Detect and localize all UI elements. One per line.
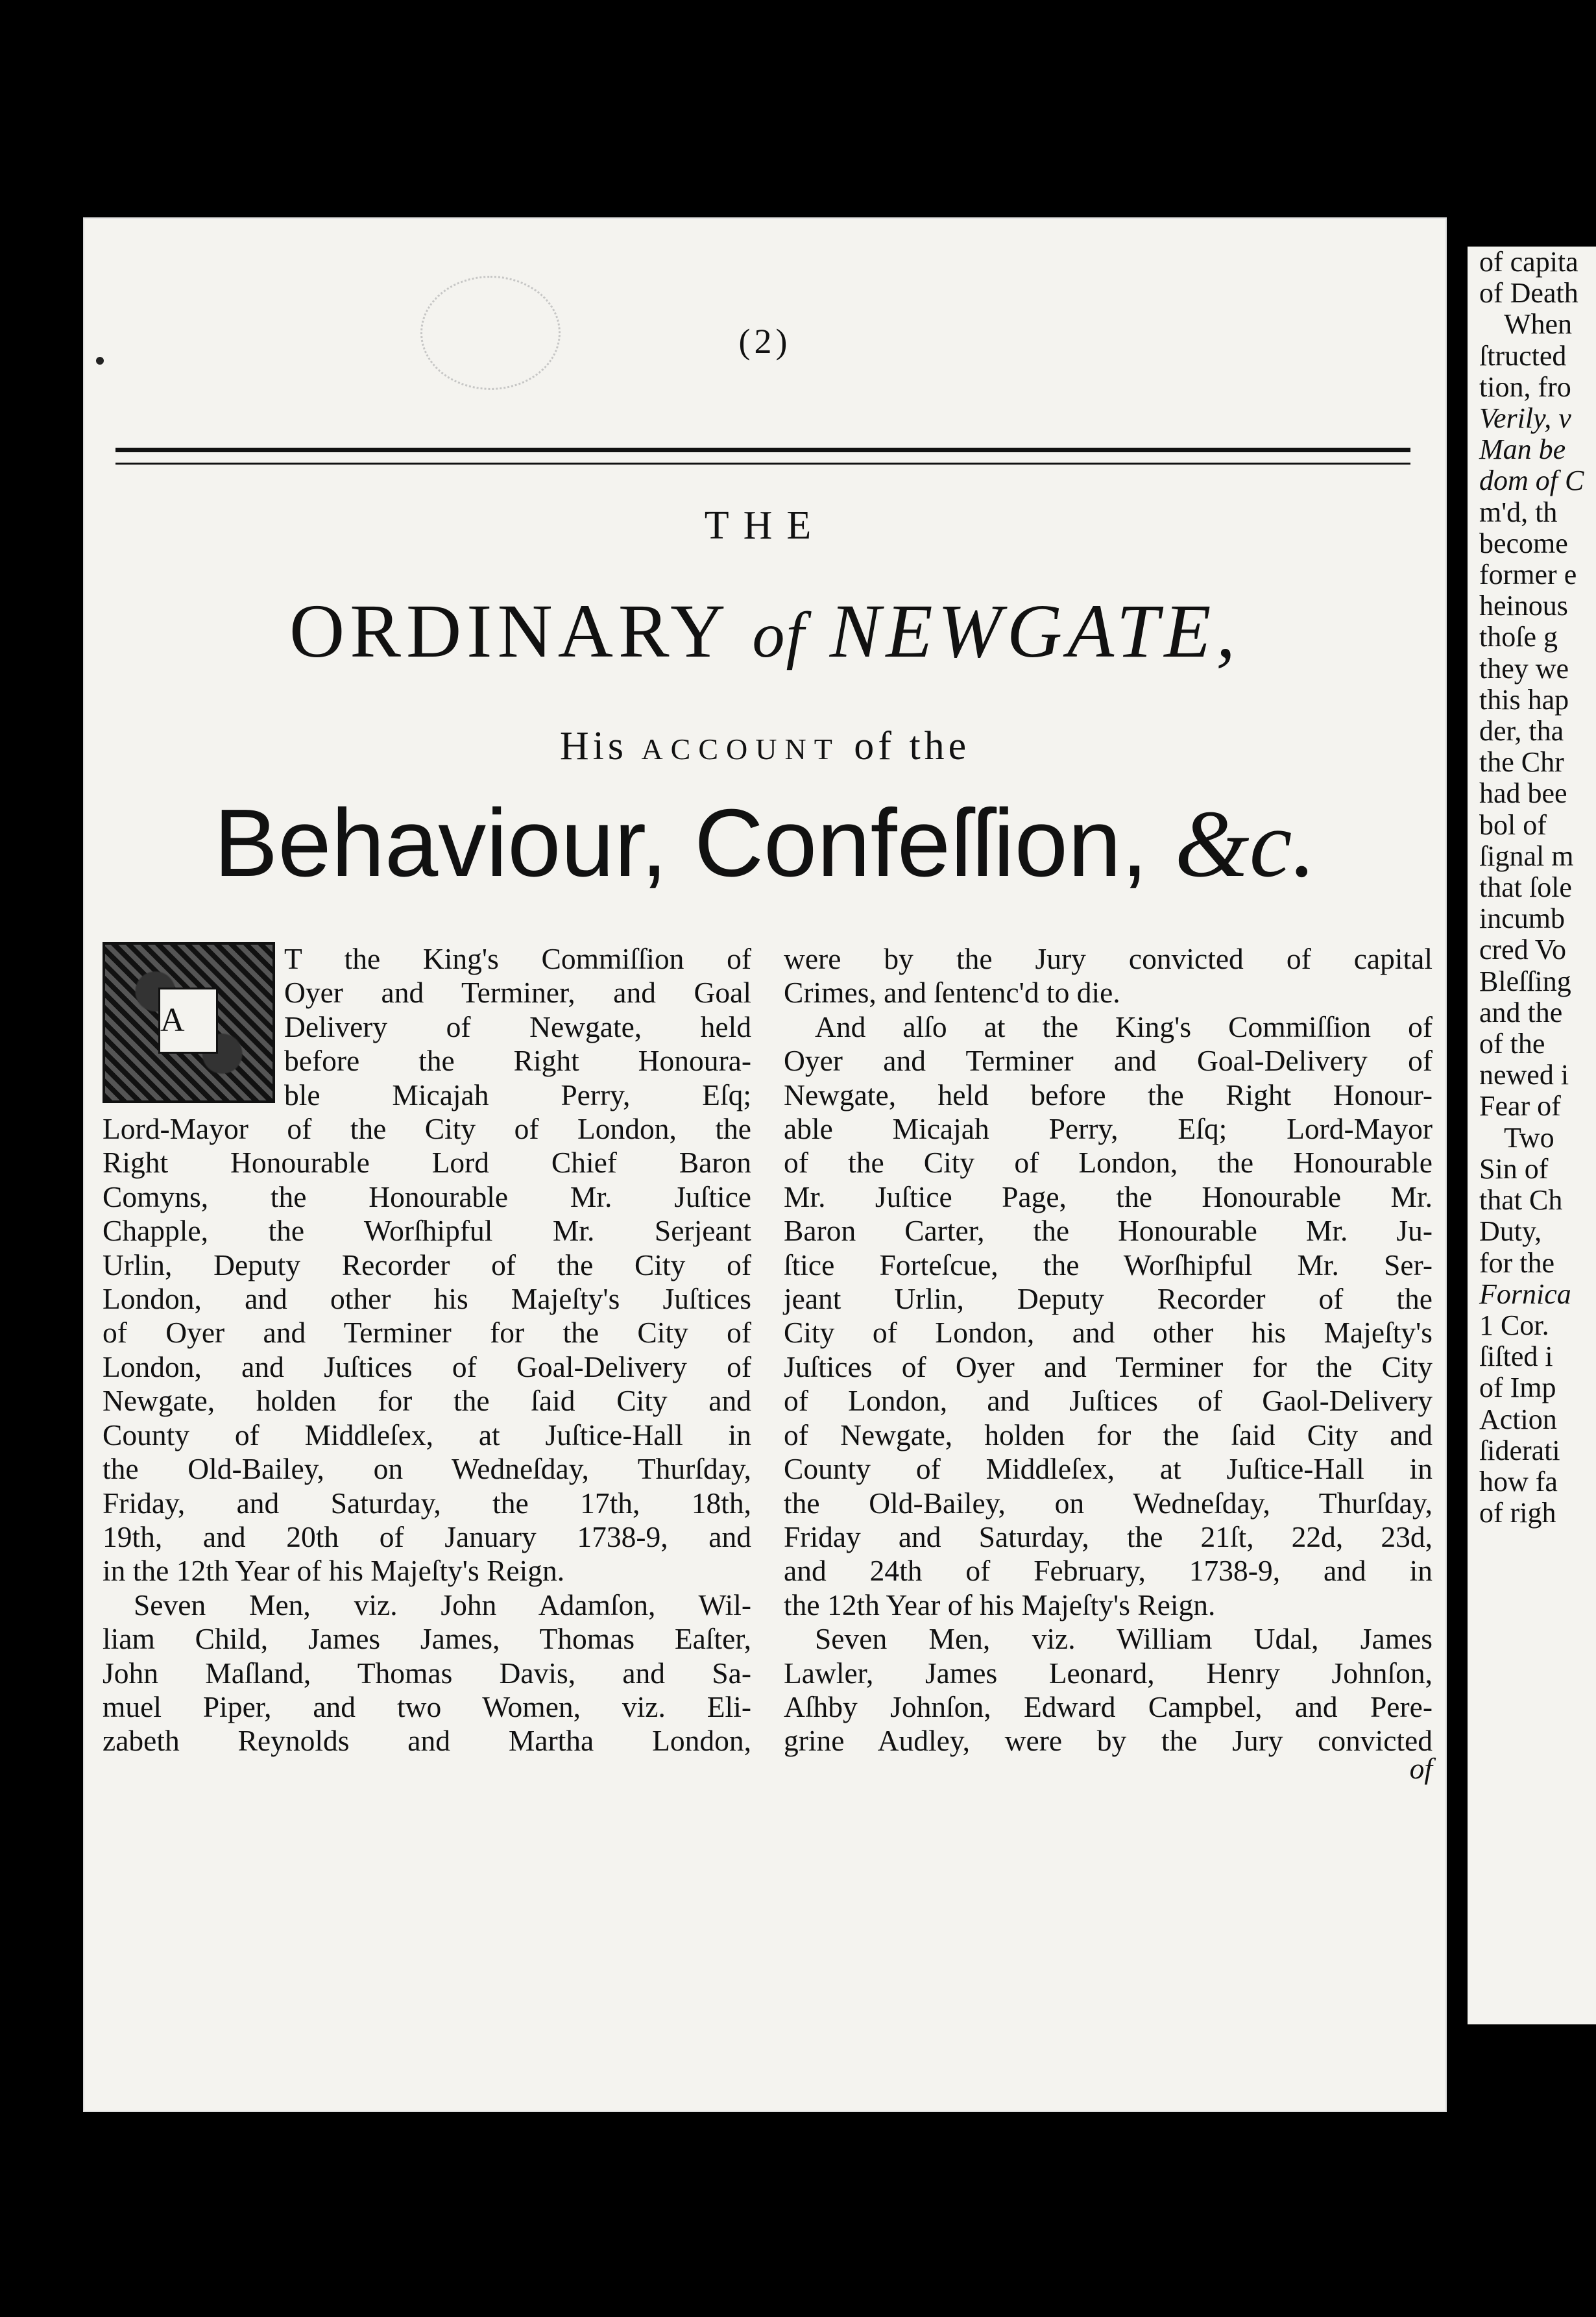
adjacent-page-line: der, tha [1479, 715, 1564, 747]
adjacent-page-line: ſiderati [1479, 1434, 1560, 1466]
adjacent-page-line: Action [1479, 1403, 1557, 1435]
left-column-line: Newgate, holden for the ſaid City and [103, 1384, 751, 1418]
behaviour-heading [83, 788, 1447, 899]
left-column-line: the Old-Bailey, on Wedneſday, Thurſday, [103, 1452, 751, 1486]
page-number: (2) [738, 322, 792, 361]
right-column-line: grine Audley, were by the Jury convicted [784, 1724, 1433, 1758]
adjacent-page-line: ſignal m [1479, 840, 1574, 872]
right-column-line: and 24th of February, 1738-9, and in [784, 1554, 1433, 1588]
behaviour-text: Behaviour, Confeſſion, [213, 790, 1148, 897]
header-rule-thin [115, 463, 1410, 465]
catchword: of [1409, 1751, 1433, 1785]
adjacent-page-line: Sin of [1479, 1152, 1549, 1185]
adjacent-page-line: newed i [1479, 1059, 1569, 1091]
main-title [83, 587, 1447, 675]
left-column [103, 942, 751, 1758]
right-column-line: of the City of London, the Honourable [784, 1146, 1433, 1180]
adjacent-page-line: heinous [1479, 590, 1568, 622]
adjacent-page-line: thoſe g [1479, 621, 1558, 653]
right-column-line: of London, and Juſtices of Gaol-Delivery [784, 1384, 1433, 1418]
adjacent-page-line: the Chr [1479, 746, 1564, 779]
adjacent-page-line: Two [1504, 1121, 1554, 1154]
adjacent-page-line: how fa [1479, 1465, 1558, 1498]
right-column-line: were by the Jury convicted of capital [784, 942, 1433, 975]
title-of: of [752, 599, 806, 671]
right-column-line: Lawler, James Leonard, Henry Johnſon, [784, 1656, 1433, 1690]
adjacent-page-line: tion, fro [1479, 370, 1571, 403]
adjacent-page-fragment [1468, 247, 1596, 2024]
right-column-line: jeant Urlin, Deputy Recorder of the [784, 1282, 1433, 1316]
adjacent-page-line: Fear of [1479, 1090, 1561, 1122]
right-column-line: Oyer and Terminer and Goal-Delivery of [784, 1044, 1433, 1078]
right-column-line: Aſhby Johnſon, Edward Campbel, and Pere- [784, 1690, 1433, 1723]
right-column-line: Baron Carter, the Honourable Mr. Ju- [784, 1214, 1433, 1248]
adjacent-page-line: of righ [1479, 1497, 1556, 1529]
right-column-line: Newgate, held before the Right Honour- [784, 1078, 1433, 1111]
adjacent-page-line: and the [1479, 996, 1563, 1028]
right-column-line: Seven Men, viz. William Udal, James [815, 1622, 1433, 1656]
adjacent-page-line: Bleſſing [1479, 965, 1571, 997]
left-column-line: zabeth Reynolds and Martha London, [103, 1724, 751, 1758]
left-column-line: Delivery of Newgate, held [284, 1010, 751, 1043]
right-column-line: the 12th Year of his Majeſty's Reign. [784, 1588, 1216, 1621]
right-column-line: Juſtices of Oyer and Terminer for the City [784, 1350, 1433, 1383]
adjacent-page-line: incumb [1479, 903, 1565, 935]
adjacent-page-line: had bee [1479, 777, 1567, 810]
adjacent-page-line: bol of [1479, 808, 1547, 841]
title-the: THE [704, 503, 826, 548]
adjacent-page-line: 1 Cor. [1479, 1309, 1549, 1341]
left-column-line: Seven Men, viz. John Adamſon, Wil- [134, 1588, 751, 1621]
right-column-line: Mr. Juſtice Page, the Honourable Mr. [784, 1180, 1433, 1213]
left-column-line: London, and Juſtices of Goal-Delivery of [103, 1350, 751, 1383]
left-column-line: County of Middleſex, at Juſtice-Hall in [103, 1418, 751, 1451]
dropcap-letter: A [158, 988, 218, 1054]
ornamental-dropcap [103, 942, 275, 1103]
left-column-line: in the 12th Year of his Majeſty's Reign. [103, 1554, 565, 1588]
adjacent-page-line: Man be [1479, 433, 1566, 466]
title-newgate: NEWGATE, [829, 588, 1240, 673]
left-column-line: Urlin, Deputy Recorder of the City of [103, 1248, 751, 1281]
adjacent-page-line: of the [1479, 1028, 1545, 1060]
right-column-line: of Newgate, holden for the ſaid City and [784, 1418, 1433, 1451]
left-column-line: ble Micajah Perry, Eſq; [284, 1078, 751, 1111]
header-rule-thick [115, 448, 1410, 452]
subtitle [83, 723, 1447, 770]
left-column-line: Comyns, the Honourable Mr. Juſtice [103, 1180, 751, 1213]
left-column-line: Oyer and Terminer, and Goal [284, 976, 751, 1010]
subtitle-account: ACCOUNT [641, 733, 840, 766]
right-column-line: able Micajah Perry, Eſq; Lord-Mayor [784, 1112, 1433, 1146]
right-column-line: Crimes, and ſentenc'd to die. [784, 976, 1120, 1010]
left-column-line: Chapple, the Worſhipful Mr. Serjeant [103, 1214, 751, 1248]
left-column-line: London, and other his Majeſty's Juſtices [103, 1282, 751, 1316]
adjacent-page-line: Duty, [1479, 1215, 1542, 1248]
right-column-line: And alſo at the King's Commiſſion of [815, 1010, 1433, 1043]
adjacent-page-line: former e [1479, 559, 1577, 591]
subtitle-his: His [559, 724, 627, 768]
adjacent-page-line: dom of C [1479, 465, 1584, 497]
adjacent-page-line: of capita [1479, 247, 1578, 278]
adjacent-page-line: this hap [1479, 683, 1569, 716]
adjacent-page-line: Verily, v [1479, 402, 1571, 435]
adjacent-page-line: m'd, th [1479, 496, 1558, 528]
adjacent-page-line: ſiſted i [1479, 1340, 1553, 1373]
adjacent-page-text [1468, 247, 1596, 1529]
left-column-line: Lord-Mayor of the City of London, the [103, 1112, 751, 1146]
right-column-line: ſtice Forteſcue, the Worſhipful Mr. Ser- [784, 1248, 1433, 1281]
left-column-line: Friday, and Saturday, the 17th, 18th, [103, 1486, 751, 1520]
book-page [83, 217, 1447, 2112]
right-column-line: Friday and Saturday, the 21ſt, 22d, 23d, [784, 1520, 1433, 1553]
left-column-line: 19th, and 20th of January 1738-9, and [103, 1520, 751, 1553]
right-column-text [784, 942, 1433, 1758]
adjacent-page-line: of Death [1479, 277, 1578, 309]
left-column-line: T the King's Commiſſion of [284, 942, 751, 975]
right-column-line: City of London, and other his Majeſty's [784, 1316, 1433, 1350]
left-column-line: muel Piper, and two Women, viz. Eli- [103, 1690, 751, 1723]
left-column-line: Right Honourable Lord Chief Baron [103, 1146, 751, 1180]
adjacent-page-line: of Imp [1479, 1372, 1556, 1404]
adjacent-page-line: cred Vo [1479, 934, 1567, 966]
adjacent-page-line: for the [1479, 1246, 1555, 1279]
left-column-line: John Maſland, Thomas Davis, and Sa- [103, 1656, 751, 1690]
adjacent-page-line: become [1479, 527, 1568, 559]
adjacent-page-line: Fornica [1479, 1278, 1571, 1310]
adjacent-page-line: that ſole [1479, 871, 1572, 904]
right-column [784, 942, 1433, 1786]
left-column-line: before the Right Honoura- [284, 1044, 751, 1078]
left-column-line: of Oyer and Terminer for the City of [103, 1316, 751, 1350]
adjacent-page-line: When [1504, 308, 1573, 341]
adjacent-page-line: that Ch [1479, 1184, 1563, 1217]
adjacent-page-line: ſtructed [1479, 339, 1567, 372]
right-column-line: the Old-Bailey, on Wedneſday, Thurſday, [784, 1486, 1433, 1520]
left-column-line: liam Child, James James, Thomas Eaſter, [103, 1622, 751, 1656]
behaviour-etc: &c. [1174, 791, 1316, 897]
subtitle-of-the: of the [854, 724, 971, 768]
title-ordinary: ORDINARY [289, 588, 728, 673]
adjacent-page-line: they we [1479, 652, 1569, 685]
right-column-line: County of Middleſex, at Juſtice-Hall in [784, 1452, 1433, 1486]
